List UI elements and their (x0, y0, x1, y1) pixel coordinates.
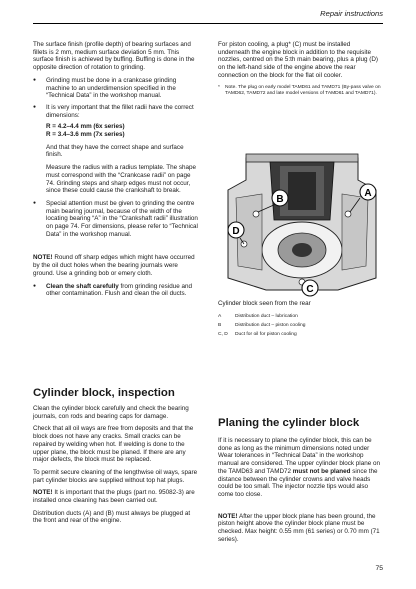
svg-text:B: B (276, 194, 284, 205)
callout-d (228, 222, 244, 238)
note-label: NOTE! (33, 489, 53, 497)
paragraph: The surface finish (profile depth) of bearing surfaces and fillets is 2 mm, medium surface deviation 5 mm. This surface finish is achieved by buffing. Buffing is done in the opposite direction of rotation to grinding. (33, 41, 195, 72)
legend-key: C, D (218, 332, 228, 337)
section-heading: Planing the cylinder block (218, 417, 360, 429)
bullet-text: Special attention must be given to grinding the centre main bearing journal, because of the width of the locating bearing “A” in the “Crankshaft radii” illustration on page 74. For dimensions, please refer to “Technical Data” in the workshop manual. (46, 199, 198, 238)
footnote (218, 85, 383, 97)
bullet-text: Grinding must be done in a crankcase grinding machine to an underdimension specified in the “Technical Data” in the workshop manual. (46, 76, 177, 100)
legend-text: Duct for oil for piston cooling (235, 332, 297, 337)
paragraph: Clean the cylinder block carefully and check the bearing journals, con rods and bearing caps for damage. (33, 405, 189, 420)
note-text: It is important that the plugs (part no. 95082-3) are installed once cleaning has been carried out. (33, 489, 195, 505)
inspection-text (33, 405, 198, 530)
figure-caption: Cylinder block seen from the rear (218, 300, 311, 307)
svg-text:A: A (364, 188, 372, 199)
note-label: NOTE! (33, 254, 53, 262)
note-text: After the upper block plane has been ground, the piston height above the cylinder block plane must be checked. Max height: 0.55 mm (61 series) or 0.70 mm (71 series). (218, 512, 380, 543)
header-rule (33, 23, 383, 24)
bold-run: must not be planed (292, 467, 351, 475)
planing-text (218, 437, 383, 548)
legend-text: Distribution duct – piston cooling (235, 323, 306, 328)
radius-spec-2: R = 3.4–3.6 mm (7x series) (46, 131, 125, 139)
callout-c (302, 280, 318, 296)
legend-row (218, 321, 383, 330)
cylinder-block-figure (218, 150, 383, 298)
note-label: NOTE! (218, 512, 238, 520)
svg-text:C: C (306, 284, 314, 295)
figure-legend (218, 312, 383, 339)
legend-key: A (218, 314, 222, 319)
bullet-item (33, 283, 198, 298)
paragraph: For piston cooling, a plug* (C) must be installed underneath the engine block in addition to the requisite nozzles, centred on the 5:th main bearing, plus a plug (D) on the left-hand side of the engine above the rear connection on the block for the flat oil cooler. (218, 41, 378, 79)
cylinder-block-illustration (218, 150, 383, 298)
paragraph (218, 437, 383, 499)
section-heading: Cylinder block, inspection (33, 387, 175, 399)
legend-row (218, 330, 383, 339)
legend-row (218, 312, 383, 321)
left-column (33, 41, 198, 302)
radius-spec-1: R = 4.2–4.4 mm (6x series) (46, 123, 125, 131)
legend-text: Distribution duct – lubrication (235, 314, 298, 319)
paragraph: Distribution ducts (A) and (B) must always be plugged at the front and rear of the engine. (33, 509, 191, 525)
legend-key: B (218, 323, 222, 328)
callout-a (360, 184, 376, 200)
paragraph: Measure the radius with a radius template. The shape must correspond with the “Crankcase radii” on page 74. Grinding steps and sharp edges must not occur, since these could cause the crankshaft to break. (46, 164, 197, 195)
text-run: since the distance between the cylinder crowns and valve heads could be too small. The injector nozzle tips would also come too close. (218, 467, 378, 498)
paragraph: And that they have the correct shape and surface finish. (46, 143, 184, 159)
footnote-mark: * (218, 84, 220, 90)
bullet-bold-text: Clean the shaft carefully (46, 282, 119, 290)
page-number: 75 (375, 565, 383, 572)
bullet-item (33, 200, 198, 239)
svg-text:D: D (232, 226, 240, 237)
note-paragraph (218, 513, 383, 544)
bullet-text: It is very important that the fillet radii have the correct dimensions: (46, 103, 194, 119)
paragraph: To permit secure cleaning of the lengthwise oil ways, spare part cylinder blocks are supplied without top hat plugs. (33, 468, 198, 484)
bullet-item (33, 104, 198, 119)
note-text: Round off sharp edges which might have occurred by the oil duct holes when the bearing journals were ground. Use a grinding bob or emery cloth. (33, 254, 195, 277)
note-paragraph (33, 489, 198, 504)
right-column (218, 41, 383, 97)
bullet-item (33, 77, 198, 100)
bullet-text: from grinding residue and other contamination. Flush and clean the oil ducts. (46, 282, 192, 298)
callout-b (272, 190, 288, 206)
text-run: If it is necessary to plane the cylinder block, this can be done as long as the minimum dimensions noted under Wear tolerances in “Technical Data” in the workshop manual are considered. The upper cylinder block plane on the TAMD63 and TAMD72 (218, 437, 380, 475)
note-paragraph (33, 254, 198, 277)
running-header: Repair instructions (320, 9, 383, 18)
paragraph: Check that all oil ways are free from deposits and that the block does not have any cracks. Small cracks can be repaired by welding when hot. If welding is done to the upper plane, the block must be planed. If there are any major defects, the block must be replaced. (33, 425, 194, 464)
footnote-text: Note. The plug on early model TAMD61 and TAMD71 (By-pass valve on TAMD62, TAMD72 and late model versions of TAMD61 and TAMD71). (225, 84, 381, 96)
